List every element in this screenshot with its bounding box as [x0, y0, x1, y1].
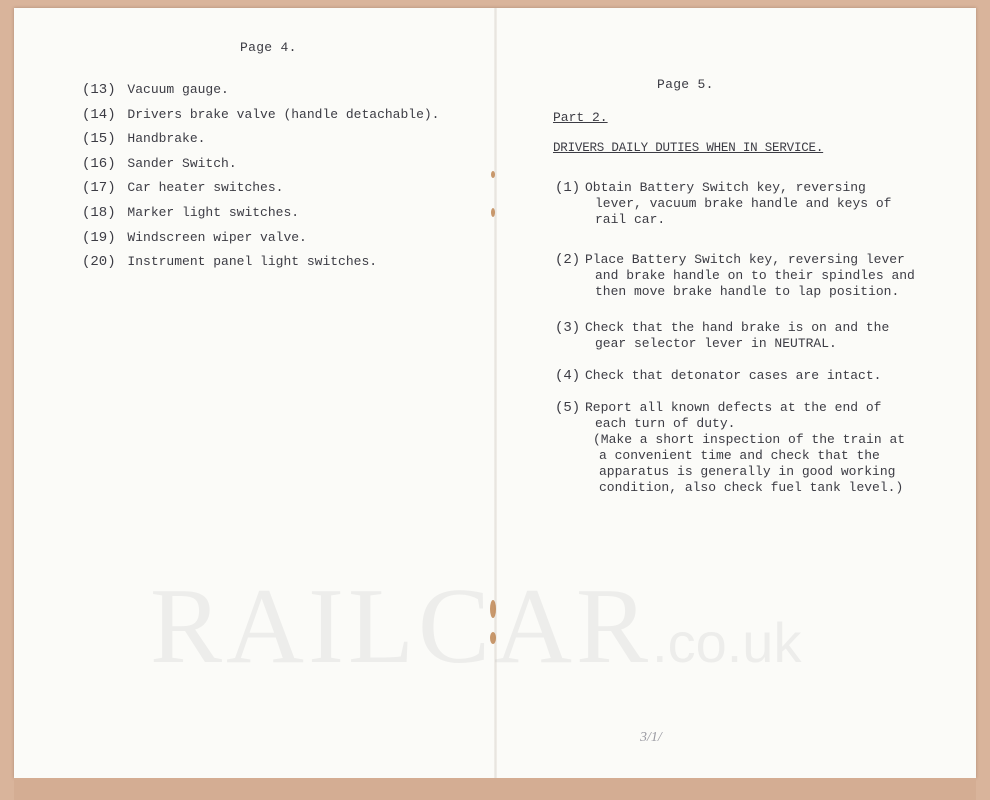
list-item — [82, 226, 439, 251]
item-text: Vacuum gauge. — [127, 82, 229, 97]
item-number: (13) — [82, 82, 116, 98]
duty-text: Obtain Battery Switch key, reversing lever, vacuum brake handle and keys of rail car. — [585, 180, 892, 227]
list-item — [82, 127, 439, 152]
part-title: Part 2. — [553, 110, 608, 125]
item-text: Handbrake. — [127, 131, 206, 147]
watermark-main: RAILCAR — [150, 567, 653, 686]
right-page — [497, 8, 976, 778]
duty-number: (5) — [555, 400, 581, 416]
list-item — [555, 180, 915, 228]
item-text: Windscreen wiper valve. — [127, 229, 307, 245]
duties-list — [555, 180, 915, 496]
list-item — [555, 368, 915, 384]
duty-number: (4) — [555, 368, 581, 384]
item-number: (16) — [82, 155, 116, 172]
item-text: Marker light switches. — [127, 204, 300, 220]
duty-number: (2) — [555, 252, 581, 268]
staple-rust-mark — [491, 171, 495, 178]
list-item — [82, 250, 439, 275]
item-text: Instrument panel light switches. — [127, 254, 378, 270]
page-number: Page 5. — [657, 77, 714, 92]
item-number: (19) — [82, 229, 116, 246]
staple-rust-mark — [490, 600, 496, 618]
page-number: Page 4. — [240, 40, 297, 55]
duty-note: (Make a short inspection of the train at a convenient time and check that the apparatus is generally in good working condition, also check fuel tank level.) — [593, 432, 906, 495]
item-text: Car heater switches. — [127, 180, 284, 196]
item-number: (20) — [82, 254, 116, 271]
list-item — [82, 103, 439, 128]
duty-text: Check that detonator cases are intact. — [585, 368, 882, 383]
section-heading: DRIVERS DAILY DUTIES WHEN IN SERVICE. — [553, 141, 824, 155]
list-item — [555, 320, 915, 352]
cover-edge — [14, 778, 976, 800]
left-page — [14, 8, 494, 778]
list-item — [82, 152, 439, 177]
item-number: (15) — [82, 131, 116, 148]
list-item — [82, 176, 439, 201]
booklet-spread — [14, 8, 976, 778]
duty-number: (3) — [555, 320, 581, 336]
item-number: (17) — [82, 180, 116, 197]
item-number: (18) — [82, 204, 116, 221]
duty-text: Place Battery Switch key, reversing lever and brake handle on to their spindles and then move brake handle to lap position. — [585, 252, 915, 299]
list-item — [82, 201, 439, 226]
item-number: (14) — [82, 106, 116, 123]
list-item — [82, 78, 439, 103]
duty-number: (1) — [555, 180, 581, 196]
handwritten-mark: 3/1/ — [640, 730, 662, 745]
duty-text: Report all known defects at the end of each turn of duty. — [585, 400, 882, 431]
staple-rust-mark — [491, 208, 495, 217]
watermark-sub: .co.uk — [652, 611, 802, 674]
list-item — [555, 400, 915, 496]
item-text: Sander Switch. — [127, 155, 237, 171]
list-item — [555, 252, 915, 300]
item-text: Drivers brake valve (handle detachable). — [127, 106, 440, 122]
duty-text: Check that the hand brake is on and the gear selector lever in NEUTRAL. — [585, 320, 890, 351]
equipment-list — [82, 78, 439, 275]
staple-rust-mark — [490, 632, 496, 644]
